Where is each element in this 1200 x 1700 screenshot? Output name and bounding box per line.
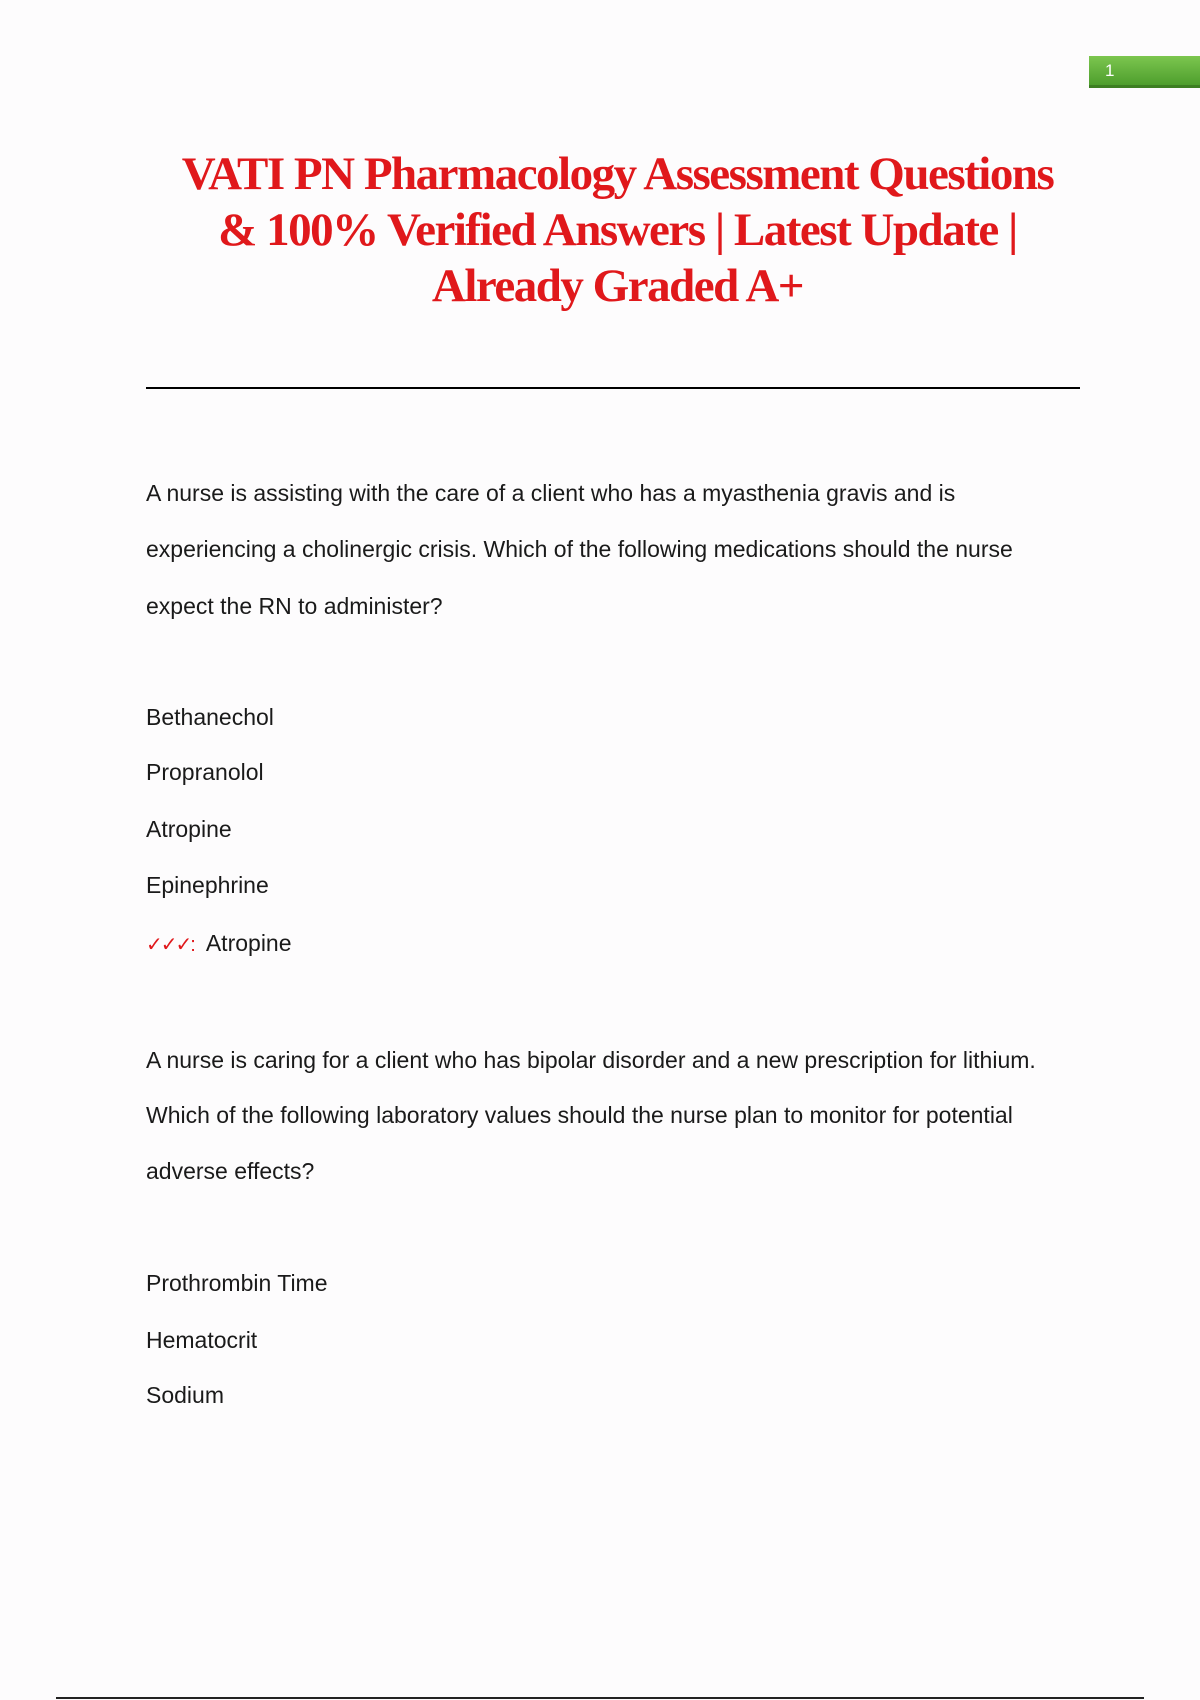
- question-1-option-1: Bethanechol: [146, 704, 274, 730]
- question-2-option-3: Sodium: [146, 1382, 224, 1408]
- document-title: [140, 146, 1095, 314]
- question-1-stem-line-1: A nurse is assisting with the care of a client who has a myasthenia gravis and is: [146, 480, 956, 506]
- question-2-option-1: Prothrombin Time: [146, 1270, 328, 1296]
- title-divider: [146, 387, 1080, 389]
- question-1-stem-line-2: experiencing a cholinergic crisis. Which of the following medications should the nurse: [146, 536, 1013, 562]
- footer-divider: [56, 1697, 1144, 1699]
- title-line-2: & 100% Verified Answers | Latest Update |: [218, 204, 1017, 256]
- title-line-1: VATI PN Pharmacology Assessment Questions: [181, 148, 1054, 200]
- title-line-3: Already Graded A+: [431, 260, 804, 312]
- question-2-stem-line-2: Which of the following laboratory values should the nurse plan to monitor for potential: [146, 1102, 1013, 1128]
- checkmark-icon: ✓✓✓:: [146, 934, 194, 956]
- question-2-stem-line-1: A nurse is caring for a client who has bipolar disorder and a new prescription for lithium.: [146, 1047, 1036, 1073]
- question-1-stem-line-3: expect the RN to administer?: [146, 593, 443, 619]
- question-2-option-2: Hematocrit: [146, 1327, 258, 1353]
- question-1-answer: [146, 929, 1096, 959]
- question-1-option-3: Atropine: [146, 816, 232, 842]
- question-2-stem-line-3: adverse effects?: [146, 1158, 315, 1184]
- question-1-option-2: Propranolol: [146, 759, 264, 785]
- page-number-badge: 1: [1089, 56, 1200, 88]
- question-1-option-4: Epinephrine: [146, 872, 269, 898]
- question-1-answer-text: Atropine: [205, 930, 292, 956]
